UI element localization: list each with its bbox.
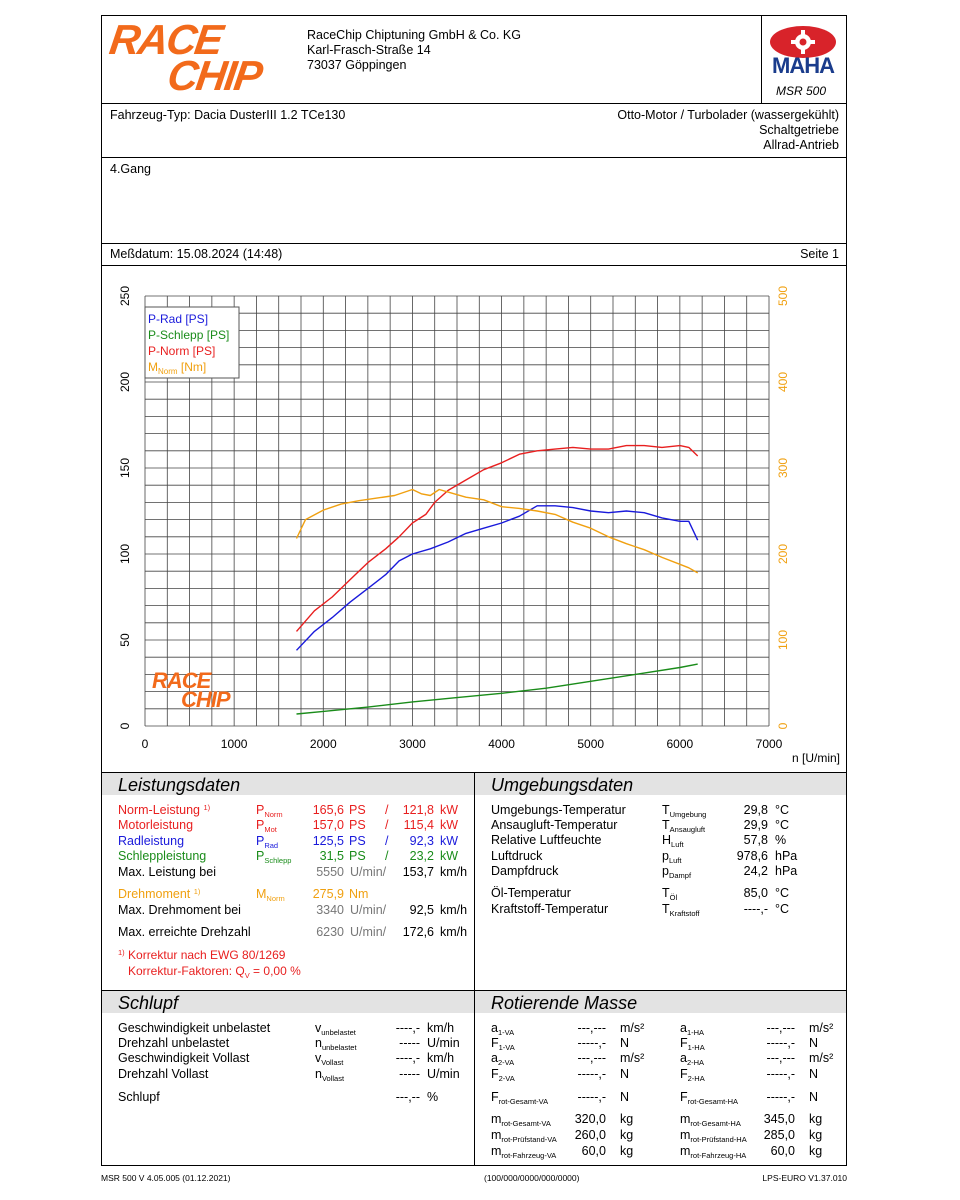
rot-row-value: 320,0 xyxy=(574,1112,606,1126)
racechip-logo xyxy=(106,16,303,99)
slip-row-value: ----,- xyxy=(395,1021,420,1035)
x-tick-label: 0 xyxy=(141,737,149,751)
gear-info: 4.Gang xyxy=(110,162,152,176)
measurement-date: Meßdatum: 15.08.2024 (14:48) xyxy=(110,247,283,261)
rot-row-value: 285,0 xyxy=(763,1128,795,1142)
rot-row-unit: N xyxy=(809,1036,819,1050)
env-row-symbol: $p_{Luft}$ xyxy=(662,849,682,865)
slip-row-label: Geschwindigkeit Vollast xyxy=(118,1051,250,1065)
rot-row-unit: m/s² xyxy=(809,1021,834,1035)
slip-row-unit: km/h xyxy=(427,1051,455,1065)
rot-row-unit: m/s² xyxy=(620,1021,645,1035)
env-row-unit: hPa xyxy=(775,849,798,863)
correction-factors: Korrektur-Faktoren: $Q_V = 0,00$ % xyxy=(128,964,301,980)
slip-row-unit: km/h xyxy=(427,1021,455,1035)
gearbox-type: Schaltgetriebe xyxy=(759,123,839,137)
footer-code: (100/000/0000/000/0000) xyxy=(484,1173,580,1183)
schlupf-title: Schlupf xyxy=(118,993,179,1013)
power-row-sep: / xyxy=(385,833,389,848)
rot-row-value: -----,- xyxy=(577,1036,606,1050)
env-row-label: Dampfdruck xyxy=(491,864,559,878)
rot-row-unit: kg xyxy=(809,1128,823,1142)
power-row-symbol: $P_{Rad}$ xyxy=(256,833,279,850)
slip-row-symbol: $v_{unbelastet}$ xyxy=(315,1021,356,1037)
env-row-symbol: $T_{Umgebung}$ xyxy=(662,803,707,819)
rot-row-unit: N xyxy=(620,1036,630,1050)
x-tick-label: 5000 xyxy=(577,737,605,751)
company-street: Karl-Frasch-Straße 14 xyxy=(307,43,431,57)
rot-row-symbol: $F_{rot-Gesamt-HA}$ xyxy=(680,1090,739,1106)
rot-row-value: -----,- xyxy=(577,1067,606,1081)
racechip-logo-line1: RACE xyxy=(106,16,225,63)
right-tick-label: 0 xyxy=(776,722,790,730)
max-row-rpm: 6230 xyxy=(316,925,344,939)
engine-type: Otto-Motor / Turbolader (wassergekühlt) xyxy=(617,108,839,122)
env-row-unit: °C xyxy=(775,886,790,900)
x-tick-label: 6000 xyxy=(666,737,694,751)
power-row-label: Radleistung xyxy=(118,833,185,848)
slip-row-symbol: $v_{Vollast}$ xyxy=(315,1051,344,1067)
rot-row-symbol: $m_{rot-Fahrzeug-VA}$ xyxy=(491,1144,557,1160)
right-tick-label: 200 xyxy=(776,543,790,565)
vehicle-type: Fahrzeug-Typ: Dacia DusterIII 1.2 TCe130 xyxy=(110,108,346,122)
power-row-label: Motorleistung xyxy=(118,818,194,833)
max-row-label: Max. Leistung bei xyxy=(118,865,216,879)
env-row-label: Umgebungs-Temperatur xyxy=(491,803,626,817)
rot-row-symbol: $m_{rot-Prüfstand-VA}$ xyxy=(491,1128,557,1144)
max-row-speed-unit: km/h xyxy=(440,925,468,939)
slip-row-label: Schlupf xyxy=(118,1090,160,1104)
env-row-label: Kraftstoff-Temperatur xyxy=(491,902,609,916)
power-row-symbol: $P_{Schlepp}$ xyxy=(256,848,292,865)
slip-row-value: ---,-- xyxy=(395,1090,420,1104)
divider xyxy=(474,772,475,1166)
rot-row-value: ---,--- xyxy=(577,1051,606,1065)
series-lines xyxy=(297,446,698,714)
rot-row-value: ---,--- xyxy=(766,1021,795,1035)
power-row-ps-unit: PS xyxy=(349,818,366,833)
rot-row-symbol: $F_{1-VA}$ xyxy=(491,1036,515,1052)
power-row-ps: 125,5 xyxy=(312,833,344,848)
rot-row-unit: N xyxy=(620,1067,630,1081)
series-line-1 xyxy=(297,664,698,714)
env-row-symbol: $H_{Luft}$ xyxy=(662,833,684,849)
rot-row-symbol: $a_{2-HA}$ xyxy=(680,1051,705,1067)
rot-row-unit: N xyxy=(809,1067,819,1081)
rot-row-symbol: $a_{1-HA}$ xyxy=(680,1021,705,1037)
max-row-label: Max. erreichte Drehzahl xyxy=(118,925,251,939)
x-tick-label: 2000 xyxy=(309,737,337,751)
rotierend-title: Rotierende Masse xyxy=(491,993,638,1013)
rot-row-value: 345,0 xyxy=(763,1112,795,1126)
legend-item-p-norm: P-Norm [PS] xyxy=(148,344,216,358)
env-row-label: Luftdruck xyxy=(491,849,543,863)
left-tick-label: 50 xyxy=(118,633,132,647)
rot-row-value: 60,0 xyxy=(770,1144,795,1158)
right-tick-label: 100 xyxy=(776,629,790,651)
power-row-ps-unit: PS xyxy=(349,803,366,817)
x-axis-ticks xyxy=(142,737,783,751)
env-row-symbol: $p_{Dampf}$ xyxy=(662,864,692,880)
power-row-kw-unit: kW xyxy=(440,848,459,863)
divider xyxy=(101,243,847,244)
left-tick-label: 150 xyxy=(118,457,132,479)
slip-row-value: ----- xyxy=(399,1067,420,1081)
env-row-label: Ansaugluft-Temperatur xyxy=(491,818,618,832)
env-row-symbol: $T_{Kraftstoff}$ xyxy=(662,902,700,918)
rot-row-value: ---,--- xyxy=(577,1021,606,1035)
legend-item-p-schlepp: P-Schlepp [PS] xyxy=(148,328,230,342)
power-row-ps: 165,6 xyxy=(312,803,344,817)
rot-row-value: 60,0 xyxy=(581,1144,606,1158)
max-row-speed-unit: km/h xyxy=(440,903,468,917)
max-row-rpm: 5550 xyxy=(316,865,344,879)
rot-row-symbol: $m_{rot-Gesamt-VA}$ xyxy=(491,1112,551,1128)
left-tick-label: 100 xyxy=(118,543,132,565)
power-row-label: Norm-Leistung $^{1)}$ xyxy=(118,803,211,817)
slip-row-label: Drehzahl unbelastet xyxy=(118,1036,230,1050)
power-row-sep: / xyxy=(385,848,389,863)
correction-note: $^{1)}$ Korrektur nach EWG 80/1269 xyxy=(118,948,286,962)
env-row-unit: °C xyxy=(775,803,790,817)
slip-row-unit: % xyxy=(427,1090,439,1104)
power-torque-chart xyxy=(101,266,847,772)
env-row-symbol: $T_{Öl}$ xyxy=(662,886,678,902)
right-axis-ticks xyxy=(776,286,790,730)
footer-version: MSR 500 V 4.05.005 (01.12.2021) xyxy=(101,1173,231,1183)
footer-lps: LPS-EURO V1.37.010 xyxy=(762,1173,847,1183)
env-row-value: 85,0 xyxy=(743,886,768,900)
right-tick-label: 400 xyxy=(776,371,790,393)
slip-row-unit: U/min xyxy=(427,1067,460,1081)
divider xyxy=(101,157,847,158)
rot-row-symbol: $a_{2-VA}$ xyxy=(491,1051,515,1067)
rot-row-unit: N xyxy=(620,1090,630,1104)
rot-row-symbol: $m_{rot-Fahrzeug-HA}$ xyxy=(680,1144,747,1160)
umgebung-title: Umgebungsdaten xyxy=(491,775,634,795)
chart-legend xyxy=(145,307,239,378)
power-row-kw: 92,3 xyxy=(409,833,434,848)
maha-model: MSR 500 xyxy=(776,84,827,98)
legend-item-m-norm: $M_{Norm}$ [Nm] xyxy=(148,360,207,376)
env-row-unit: hPa xyxy=(775,864,798,878)
power-row-kw-unit: kW xyxy=(440,833,459,848)
company-name: RaceChip Chiptuning GmbH & Co. KG xyxy=(307,28,521,42)
company-city: 73037 Göppingen xyxy=(307,58,407,72)
slip-row-label: Drehzahl Vollast xyxy=(118,1067,209,1081)
torque-symbol: $M_{Norm}$ xyxy=(256,887,285,903)
torque-unit: Nm xyxy=(349,887,369,901)
max-row-rpm: 3340 xyxy=(316,903,344,917)
divider xyxy=(761,15,762,104)
power-row-sep: / xyxy=(385,818,389,833)
torque-value: 275,9 xyxy=(312,887,344,901)
env-row-value: 57,8 xyxy=(743,833,768,847)
power-row-symbol: $P_{Norm}$ xyxy=(256,803,283,819)
max-row-speed: 172,6 xyxy=(402,925,434,939)
power-row-ps: 157,0 xyxy=(312,818,344,833)
rot-row-unit: kg xyxy=(809,1112,823,1126)
max-row-rpm-unit: U/min/ xyxy=(350,903,387,917)
slip-row-value: ----- xyxy=(399,1036,420,1050)
env-row-value: 24,2 xyxy=(743,864,768,878)
max-row-speed: 92,5 xyxy=(409,903,434,917)
rot-row-symbol: $a_{1-VA}$ xyxy=(491,1021,515,1037)
racechip-logo-line2: CHIP xyxy=(164,52,264,99)
maha-logo-text: MAHA xyxy=(772,53,834,78)
rot-row-symbol: $m_{rot-Prüfstand-HA}$ xyxy=(680,1128,747,1144)
rot-row-unit: m/s² xyxy=(620,1051,645,1065)
torque-label: Drehmoment $^{1)}$ xyxy=(118,887,201,901)
power-row-ps: 31,5 xyxy=(319,848,344,863)
rot-row-unit: kg xyxy=(620,1112,634,1126)
rot-row-symbol: $F_{2-HA}$ xyxy=(680,1067,705,1083)
power-row-label: Schleppleistung xyxy=(118,848,207,863)
rot-row-value: -----,- xyxy=(766,1036,795,1050)
power-row-kw: 121,8 xyxy=(402,803,434,817)
power-row-sep: / xyxy=(385,803,389,817)
svg-text:CHIP: CHIP xyxy=(181,687,230,712)
left-tick-label: 200 xyxy=(118,371,132,393)
page-number: Seite 1 xyxy=(800,247,839,261)
env-row-value: 29,9 xyxy=(743,818,768,832)
rot-row-value: -----,- xyxy=(577,1090,606,1104)
left-tick-label: 250 xyxy=(118,285,132,307)
left-tick-label: 0 xyxy=(118,722,132,730)
max-row-speed-unit: km/h xyxy=(440,865,468,879)
x-tick-label: 1000 xyxy=(220,737,248,751)
rot-row-value: 260,0 xyxy=(574,1128,606,1142)
env-row-unit: °C xyxy=(775,902,790,916)
x-tick-label: 7000 xyxy=(755,737,783,751)
rot-row-unit: kg xyxy=(620,1128,634,1142)
max-row-rpm-unit: U/min/ xyxy=(350,925,387,939)
slip-row-label: Geschwindigkeit unbelastet xyxy=(118,1021,271,1035)
rot-row-value: -----,- xyxy=(766,1067,795,1081)
divider xyxy=(101,103,847,104)
env-row-label: Öl-Temperatur xyxy=(491,886,571,900)
slip-row-symbol: $n_{unbelastet}$ xyxy=(315,1036,357,1052)
right-tick-label: 300 xyxy=(776,457,790,479)
legend-item-p-rad: P-Rad [PS] xyxy=(148,312,209,326)
left-axis-ticks xyxy=(118,286,132,730)
max-row-rpm-unit: U/min/ xyxy=(350,865,387,879)
rot-row-unit: m/s² xyxy=(809,1051,834,1065)
power-row-ps-unit: PS xyxy=(349,848,366,863)
x-axis-label: n [U/min] xyxy=(791,751,840,765)
rot-row-symbol: $F_{1-HA}$ xyxy=(680,1036,705,1052)
drive-type: Allrad-Antrieb xyxy=(763,138,839,152)
power-row-kw-unit: kW xyxy=(440,818,459,833)
x-tick-label: 3000 xyxy=(399,737,426,751)
env-row-unit: °C xyxy=(775,818,790,832)
svg-text:RACE: RACE xyxy=(152,668,211,693)
env-row-value: 978,6 xyxy=(736,849,768,863)
slip-row-symbol: $n_{Vollast}$ xyxy=(315,1067,345,1083)
slip-row-unit: U/min xyxy=(427,1036,460,1050)
leistung-title: Leistungsdaten xyxy=(118,775,241,795)
power-row-kw: 23,2 xyxy=(409,848,434,863)
env-row-unit: % xyxy=(775,833,787,847)
rot-row-unit: kg xyxy=(620,1144,634,1158)
rot-row-symbol: $m_{rot-Gesamt-HA}$ xyxy=(680,1112,741,1128)
maha-logo xyxy=(768,24,838,82)
power-row-kw-unit: kW xyxy=(440,803,459,817)
power-row-kw: 115,4 xyxy=(403,818,434,833)
x-tick-label: 4000 xyxy=(488,737,515,751)
slip-row-value: ----,- xyxy=(395,1051,420,1065)
rot-row-value: ---,--- xyxy=(766,1051,795,1065)
rot-row-symbol: $F_{rot-Gesamt-VA}$ xyxy=(491,1090,549,1106)
env-row-value: ----,- xyxy=(743,902,768,916)
rot-row-value: -----,- xyxy=(766,1090,795,1104)
power-row-symbol: $P_{Mot}$ xyxy=(256,818,277,835)
series-line-0 xyxy=(297,506,698,651)
rot-row-symbol: $F_{2-VA}$ xyxy=(491,1067,515,1083)
rot-row-unit: N xyxy=(809,1090,819,1104)
env-row-label: Relative Luftfeuchte xyxy=(491,833,602,847)
env-row-value: 29,8 xyxy=(743,803,768,817)
env-row-symbol: $T_{Ansaugluft}$ xyxy=(662,818,706,834)
max-row-speed: 153,7 xyxy=(402,865,434,879)
series-line-2 xyxy=(297,446,698,632)
right-tick-label: 500 xyxy=(776,285,790,307)
max-row-label: Max. Drehmoment bei xyxy=(118,903,241,917)
rot-row-unit: kg xyxy=(809,1144,823,1158)
power-row-ps-unit: PS xyxy=(349,833,366,848)
